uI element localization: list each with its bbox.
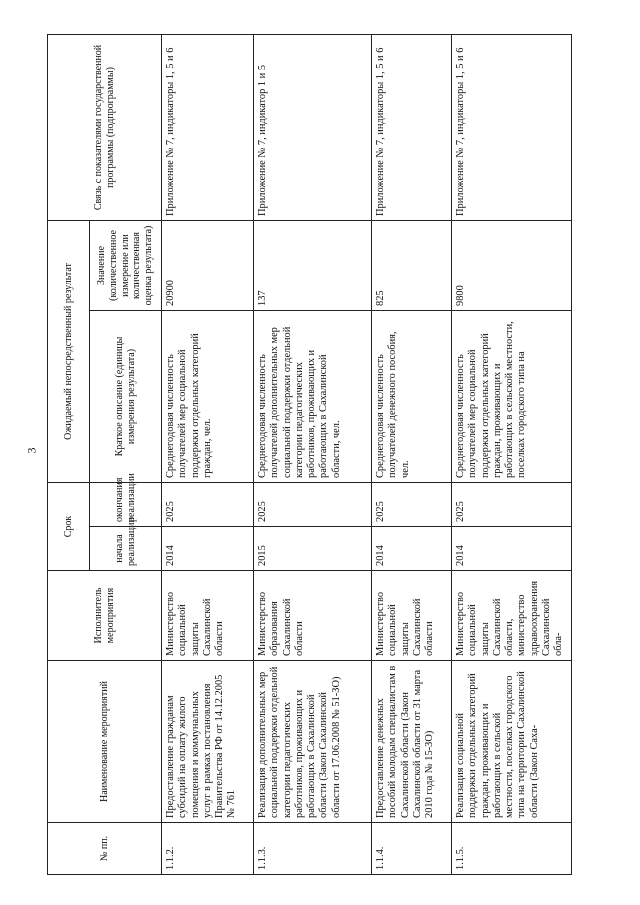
header-link: Связь с показателями государственной программы (подпрограммы)	[48, 34, 162, 220]
row-desc: Среднегодовая численность получателей мер социальной поддержки отдельных категорий граждан, чел.	[162, 311, 254, 483]
table-row	[254, 34, 372, 874]
row-executor: Министерство социальной защиты Сахалинской области, министерство здравоохранения Сахалинской обла-	[452, 571, 572, 661]
row-start: 2015	[254, 527, 372, 571]
header-term-end: окончания реализации	[90, 483, 162, 527]
row-start: 2014	[162, 527, 254, 571]
row-link: Приложение № 7, индикаторы 1, 5 и 6	[372, 34, 452, 220]
header-term-start: начала реализации	[90, 527, 162, 571]
row-end: 2025	[372, 483, 452, 527]
row-name: Предоставление гражданам субсидий на оплату жилого помещения и коммунальных услуг в рамках постановления Правительства РФ от 14.12.2005 № 761	[162, 661, 254, 823]
row-num: 1.1.2.	[162, 823, 254, 875]
row-value: 20900	[162, 220, 254, 310]
table-row	[372, 34, 452, 874]
row-name: Реализация дополнительных мер социальной поддержки отдельной категории педагогических работников, проживающих и работающих в Сахалинской области (Закон Сахалинской области от 17.06.2008 № 51-ЗО)	[254, 661, 372, 823]
row-end: 2025	[452, 483, 572, 527]
header-name: Наименование мероприятий	[48, 661, 162, 823]
row-executor: Министерство социальной защиты Сахалинской области	[162, 571, 254, 661]
row-num: 1.1.3.	[254, 823, 372, 875]
row-start: 2014	[452, 527, 572, 571]
rotated-page	[47, 35, 587, 875]
row-value: 9800	[452, 220, 572, 310]
rotated-content	[47, 35, 587, 875]
row-value: 825	[372, 220, 452, 310]
row-num: 1.1.5.	[452, 823, 572, 875]
row-num: 1.1.4.	[372, 823, 452, 875]
row-desc: Среднегодовая численность получателей дополнительных мер социальной поддержки отдельной категории педагогических работников, проживающих и работающих в Сахалинской области, чел.	[254, 311, 372, 483]
row-executor: Министерство образования Сахалинской области	[254, 571, 372, 661]
table-row	[452, 34, 572, 874]
row-link: Приложение № 7, индикаторы 1, 5 и 6	[452, 34, 572, 220]
page-number: 3	[24, 447, 39, 454]
row-start: 2014	[372, 527, 452, 571]
row-link: Приложение № 7, индикаторы 1, 5 и 6	[162, 34, 254, 220]
row-link: Приложение № 7, индикатор 1 и 5	[254, 34, 372, 220]
header-executor: Исполнитель мероприятия	[48, 571, 162, 661]
header-num: № пп.	[48, 823, 162, 875]
row-name: Реализация социальной поддержки отдельных категорий граждан, проживающих и работающих в сельской местности, поселках городского типа на территории Сахалинской области (Закон Саха-	[452, 661, 572, 823]
header-result-value: Значение (количественное измерение или количественная оценка результата)	[90, 220, 162, 310]
row-end: 2025	[254, 483, 372, 527]
header-result: Ожидаемый непосредственный результат	[48, 220, 90, 482]
row-value: 137	[254, 220, 372, 310]
row-executor: Министерство социальной защиты Сахалинской области	[372, 571, 452, 661]
row-desc: Среднегодовая численность получателей денежного пособия, чел.	[372, 311, 452, 483]
row-end: 2025	[162, 483, 254, 527]
measures-table	[47, 34, 572, 875]
row-desc: Среднегодовая численность получателей мер социальной поддержки отдельных категорий граждан, проживающих и работающих в сельской местности, поселках городского типа на	[452, 311, 572, 483]
table-row	[162, 34, 254, 874]
header-result-desc: Краткое описание (единицы измерения результата)	[90, 311, 162, 483]
row-name: Предоставление денежных пособий молодым специалистам в Сахалинской области (Закон Сахалинской области от 31 марта 2010 года № 15-ЗО)	[372, 661, 452, 823]
header-term: Срок	[48, 483, 90, 571]
